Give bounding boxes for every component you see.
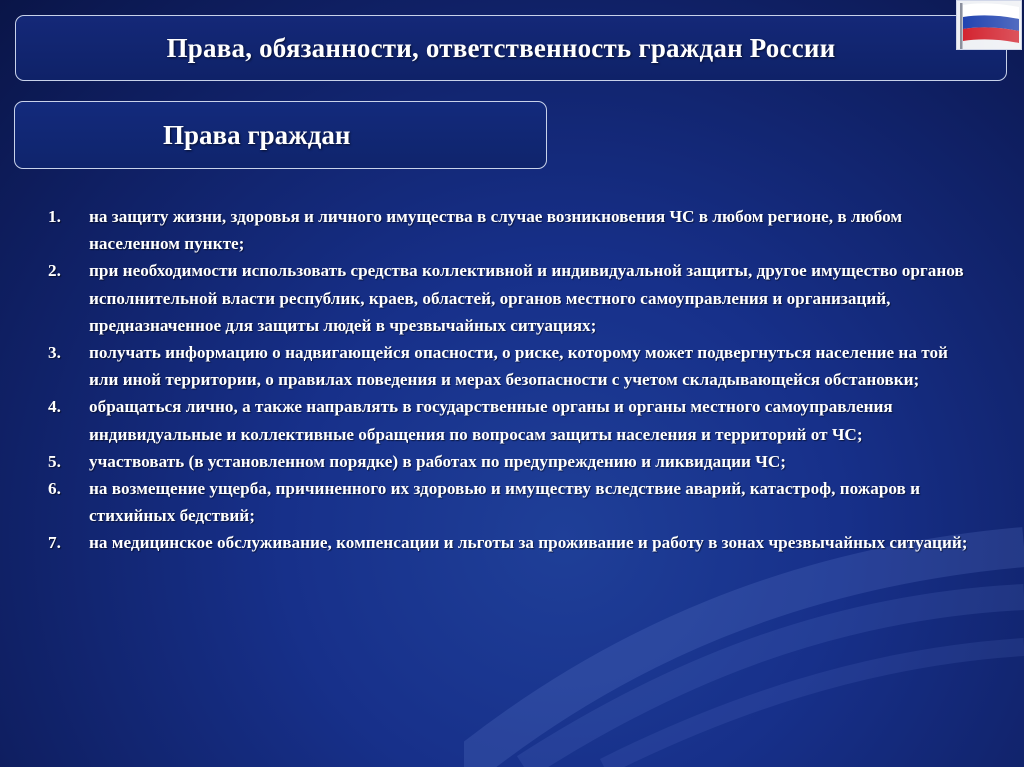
list-item-number: 2. bbox=[48, 261, 61, 281]
list-item bbox=[48, 393, 978, 447]
page-title: Права, обязанности, ответственность граждан России bbox=[166, 32, 836, 63]
list-item bbox=[48, 203, 978, 257]
list-item bbox=[48, 475, 978, 529]
list-item-number: 1. bbox=[48, 207, 61, 226]
list-item-number: 4. bbox=[48, 397, 61, 417]
list-item bbox=[48, 257, 978, 339]
list-item-number: 6. bbox=[48, 479, 61, 499]
list-item-number: 7. bbox=[48, 533, 61, 553]
list-item-text: обращаться лично, а также направлять в государственные органы и органы местного самоуправления индивидуальные и коллективные обращения по вопросам защиты населения и территорий от ЧС; bbox=[89, 397, 893, 444]
list-item-text: на защиту жизни, здоровья и личного имущества в случае возникновения ЧС в любом регионе, в любом населенном пункте; bbox=[89, 207, 903, 254]
section-banner bbox=[14, 101, 547, 169]
rights-list bbox=[48, 203, 978, 557]
section-title: Права граждан bbox=[163, 120, 351, 150]
list-item-text: получать информацию о надвигающейся опасности, о риске, которому может подвергнуться население на той или иной территории, о правилах поведения и мерах безопасности с учетом складывающейся обстановки; bbox=[89, 343, 948, 390]
title-banner bbox=[15, 15, 1007, 81]
list-item-text: на возмещение ущерба, причиненного их здоровью и имуществу вследствие аварий, катастроф, пожаров и стихийных бедствий; bbox=[89, 479, 921, 526]
list-item-text: на медицинское обслуживание, компенсации и льготы за проживание и работу в зонах чрезвычайных ситуаций; bbox=[89, 533, 968, 553]
list-item bbox=[48, 529, 978, 556]
list-item-text: при необходимости использовать средства коллективной и индивидуальной защиты, другое имущество органов исполнительной власти республик, краев, областей, органов местного самоуправления и организаций, предназначенное для защиты людей в чрезвычайных ситуациях; bbox=[89, 261, 964, 335]
russian-flag-icon bbox=[956, 0, 1022, 50]
list-item-text: участвовать (в установленном порядке) в работах по предупреждению и ликвидации ЧС; bbox=[89, 451, 786, 471]
list-item-number: 5. bbox=[48, 451, 61, 471]
list-item-number: 3. bbox=[48, 343, 61, 363]
list-item bbox=[48, 448, 978, 475]
list-item bbox=[48, 339, 978, 393]
